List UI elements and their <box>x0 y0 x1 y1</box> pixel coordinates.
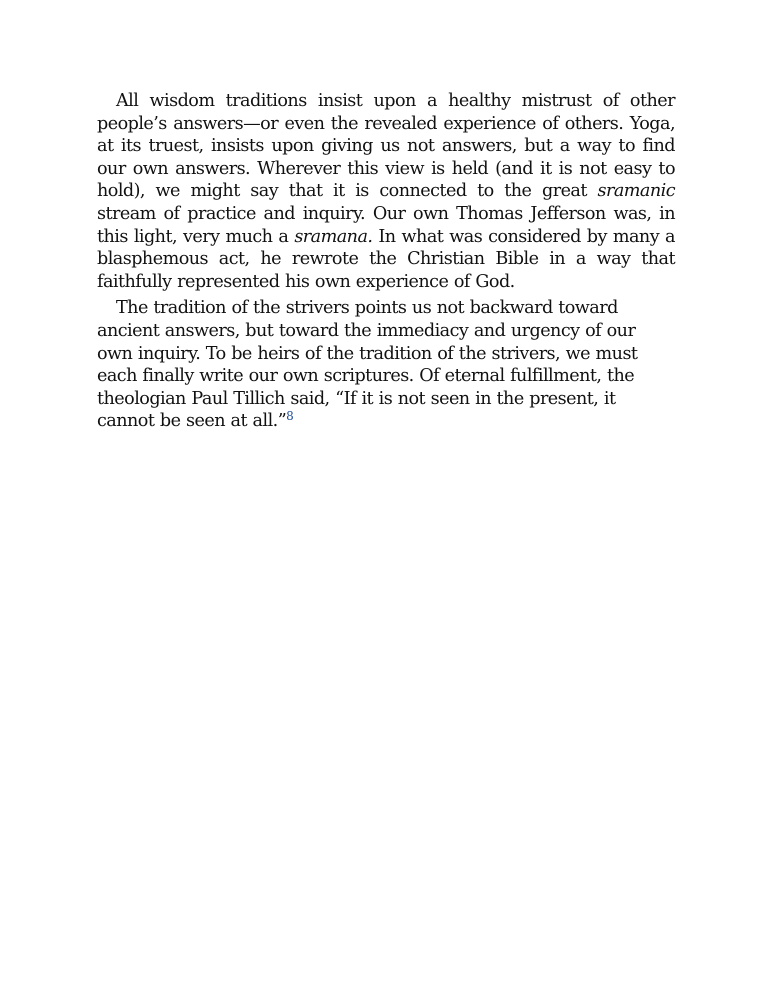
paragraph-1-italic-sramanic: sramanic <box>597 181 675 202</box>
page-body <box>97 90 675 437</box>
paragraph-2 <box>97 297 675 433</box>
paragraph-1-text-3: In what was considered by many a blasphemous act, he rewrote the Christian Bible in a way that faithfully represented his own experience of God. <box>97 226 675 292</box>
footnote-reference-link[interactable]: 8 <box>286 409 294 424</box>
paragraph-2-text-1: The tradition of the strivers points us not backward toward ancient answers, but toward the immediacy and urgency of our own inquiry. To be heirs of the tradition of the strivers, we must each finally write our own scriptures. Of eternal fulfillment, the theologian Paul Tillich said, “If it is not seen in the present, it cannot be seen at all.” <box>97 298 638 432</box>
paragraph-1-text-1: All wisdom traditions insist upon a healthy mistrust of other people’s answers—or even the revealed experience of others. Yoga, at its truest, insists upon giving us not answers, but a way to find our own answers. Wherever this view is held (and it is not easy to hold), we might say that it is connected to the great <box>97 91 675 202</box>
paragraph-1 <box>97 90 675 293</box>
paragraph-1-text-2: stream of practice and inquiry. Our own Thomas Jefferson was, in this light, very much a <box>97 203 675 247</box>
paragraph-1-italic-sramana: sramana. <box>294 226 373 247</box>
